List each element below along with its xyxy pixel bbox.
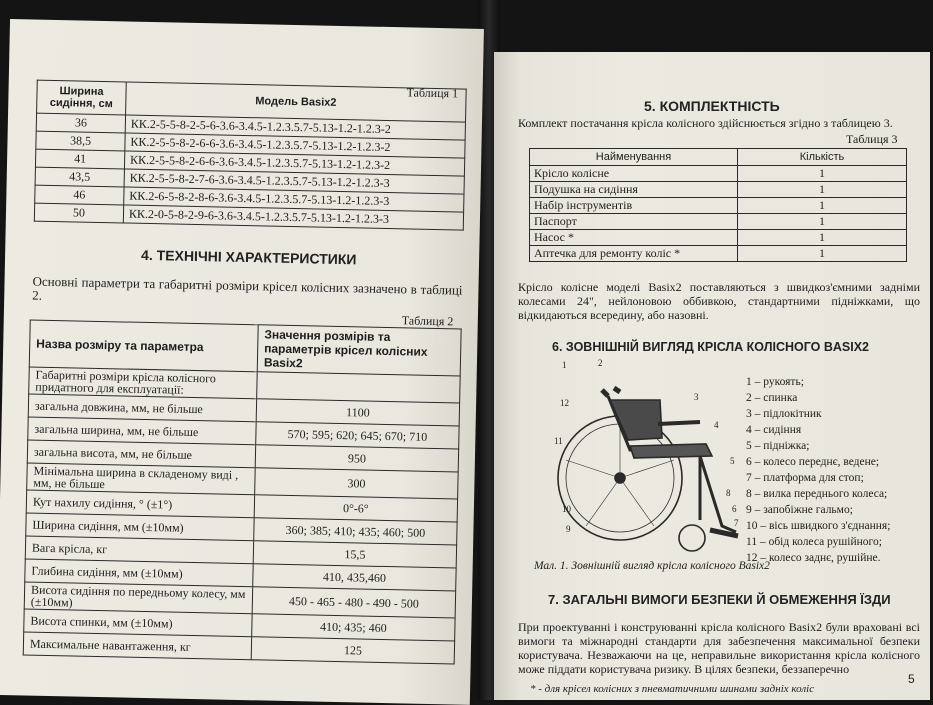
armrest (658, 422, 700, 424)
table3-name-cell: Подушка на сидіння (530, 182, 738, 198)
model-table (34, 80, 467, 231)
legend-item: 5 – підніжка; (746, 440, 810, 452)
table1-model-cell: КК.2-5-5-8-2-6-6-3.6-3.4.5-1.2.3.5.7-5.13-1.2-1.2.3-2 (125, 133, 465, 158)
legend-item: 8 – вилка переднього колеса; (746, 488, 888, 500)
table2-value-cell: 1100 (256, 399, 459, 426)
table1-width-cell: 38,5 (36, 131, 125, 151)
table2-name-cell: Висота спинки, мм (±10мм) (24, 609, 252, 637)
table2-name-cell: Мінімальна ширина в складеному виді , мм, не більше (27, 463, 256, 495)
callout-10: 10 (562, 504, 571, 514)
callout-2: 2 (598, 358, 603, 368)
table2-name-cell: Габаритні розміри крісла колісного придатного для експлуатації: (29, 367, 258, 399)
table1-caption: Таблиця 1 (406, 85, 459, 101)
table2-value-cell: 15,5 (253, 541, 456, 568)
kit-description: Крісло колісне моделі Basix2 поставляються з швидкоз'ємними задніми колесами 24", нейлоновою оббивкою, стандартними підніжками, що відкидаються всередину, або назовні. (518, 280, 920, 322)
table2-value-cell: 410, 435,460 (253, 564, 456, 591)
table2-name-cell: Кут нахилу сидіння, ° (±1°) (26, 490, 254, 518)
page-number: 5 (908, 672, 915, 686)
table2-value-cell: 950 (255, 445, 458, 472)
table2-value-cell: 0°-6° (254, 495, 457, 522)
legend-item: 1 – рукоять; (746, 376, 804, 388)
table2-value-cell: 360; 385; 410; 435; 460; 500 (254, 518, 457, 545)
table3-name-cell: Набір інструментів (530, 198, 738, 214)
table1-width-cell: 43,5 (35, 167, 124, 187)
table2-value-header: Значення розмірів та параметрів крісел колісних Basix2 (257, 325, 461, 376)
legend-item: 3 – підлокітник (746, 408, 822, 420)
section5-text: Комплект постачання крісла колісного здійснюється згідно з таблицею 3. (518, 116, 893, 130)
callout-1: 1 (562, 360, 567, 370)
table1-model-cell: КК.2-6-5-8-2-8-6-3.6-3.4.5-1.2.3.5.7-5.13-1.2-1.2.3-3 (124, 187, 464, 212)
table2-name-cell: загальна довжина, мм, не більше (28, 394, 256, 422)
table3-qty-cell: 1 (738, 214, 907, 230)
callout-6: 6 (732, 504, 737, 514)
table-row (530, 246, 907, 262)
figure-caption: Мал. 1. Зовнішній вигляд крісла колісного Basix2 (534, 560, 770, 572)
section5-title: 5. КОМПЛЕКТНІСТЬ (644, 98, 780, 114)
section6-title: 6. ЗОВНІШНІЙ ВИГЛЯД КРІСЛА КОЛІСНОГО BASIX2 (552, 340, 870, 354)
table1-width-cell: 50 (34, 203, 123, 223)
table2-value-cell (257, 372, 461, 403)
table1-model-cell: КК.2-5-5-8-2-7-6-3.6-3.4.5-1.2.3.5.7-5.13-1.2-1.2.3-3 (124, 169, 464, 194)
table1-width-cell: 36 (36, 113, 125, 133)
callout-8: 8 (726, 488, 731, 498)
left-page (0, 19, 484, 705)
legend-item: 10 – вісь швидкого з'єднання; (746, 520, 891, 532)
legend-item: 2 – спинка (746, 392, 798, 404)
legend-item: 12 – колесо заднє, рушійне. (746, 552, 881, 564)
callout-7: 7 (734, 518, 739, 528)
table2-name-cell: Висота сидіння по передньому колесу, мм (±10мм) (24, 582, 253, 614)
right-page (494, 52, 930, 700)
table2-value-cell: 410; 435; 460 (252, 614, 455, 641)
table2-name-cell: загальна висота, мм, не більше (27, 440, 255, 468)
section7-title: 7. ЗАГАЛЬНІ ВИМОГИ БЕЗПЕКИ Й ОБМЕЖЕННЯ ЇЗДИ (548, 592, 891, 607)
front-wheel (679, 525, 705, 551)
table1-model-cell: КК.2-0-5-8-2-9-6-3.6-3.4.5-1.2.3.5.7-5.13-1.2-1.2.3-3 (123, 205, 463, 230)
footnote: * - для крісел колісних з пневматичними шинами задніх коліс (530, 683, 815, 695)
legend-item: 7 – платформа для стоп; (746, 472, 864, 484)
table3-qty-cell: 1 (738, 166, 907, 182)
table3-name-cell: Крісло колісне (530, 166, 738, 182)
seat (630, 444, 712, 458)
callout-5: 5 (730, 456, 735, 466)
table1-model-cell: КК.2-5-5-8-2-5-6-3.6-3.4.5-1.2.3.5.7-5.13-1.2-1.2.3-2 (125, 115, 465, 140)
table2-name-header: Назва розміру та параметра (29, 320, 258, 372)
table3-qty-cell: 1 (738, 246, 907, 262)
table3-qty-cell: 1 (738, 182, 907, 198)
legend-item: 11 – обід колеса рушійного; (746, 536, 882, 548)
table3-qty-header: Кількість (738, 149, 907, 166)
callout-3: 3 (694, 392, 699, 402)
table-row (530, 166, 907, 182)
legend-item: 6 – колесо переднє, ведене; (746, 456, 880, 468)
table3-name-cell: Аптечка для ремонту коліс * (530, 246, 738, 262)
table-row (530, 230, 907, 246)
table1-width-cell: 41 (35, 149, 124, 169)
table-row (530, 182, 907, 198)
table-row (530, 198, 907, 214)
table3-name-cell: Паспорт (530, 214, 738, 230)
wheelchair-illustration (550, 360, 740, 560)
table3-qty-cell: 1 (738, 230, 907, 246)
table2-name-cell: Максимальне навантаження, кг (23, 632, 251, 660)
callout-9: 9 (566, 524, 571, 534)
kit-table (529, 148, 907, 262)
table3-qty-cell: 1 (738, 198, 907, 214)
callout-12: 12 (560, 398, 569, 408)
table1-model-cell: КК.2-5-5-8-2-6-6-3.6-3.4.5-1.2.3.5.7-5.13-1.2-1.2.3-2 (124, 151, 464, 176)
table2-name-cell: Вага крісла, кг (25, 536, 253, 564)
parts-legend (746, 374, 890, 566)
table3-caption: Таблиця 3 (846, 132, 898, 146)
table2-value-cell: 125 (251, 637, 454, 664)
table2-name-cell: Ширина сидіння, мм (±10мм) (26, 513, 254, 541)
table1-width-header: Ширина сидіння, см (37, 80, 127, 115)
section4-text: Основні параметри та габаритні розміри крісел колісних зазначено в таблиці 2. (32, 273, 463, 303)
table2-caption: Таблиця 2 (401, 313, 454, 329)
legend-item: 9 – запобіжне гальмо; (746, 504, 853, 516)
callout-11: 11 (554, 436, 563, 446)
table3-name-cell: Насос * (530, 230, 738, 246)
table1-model-header: Модель Basix2 (126, 82, 467, 122)
section4-title: 4. ТЕХНІЧНІ ХАРАКТЕРИСТИКИ (140, 246, 357, 268)
specs-table (23, 320, 462, 665)
legend-item: 4 – сидіння (746, 424, 802, 436)
table-row (530, 214, 907, 230)
callout-4: 4 (714, 420, 719, 430)
table1-width-cell: 46 (35, 185, 124, 205)
table2-value-cell: 570; 595; 620; 645; 670; 710 (256, 422, 459, 449)
table3-name-header: Найменування (530, 149, 738, 166)
section7-text: При проектуванні і конструюванні крісла колісного Basix2 були враховані всі вимоги та міжнародні стандарти для забезпечення максимальної безпеки користувача. Незважаючи на це, неправильне використання крісла колісного може піддати користувача ризику. В цілях безпеки, беззаперечно (518, 620, 920, 676)
table2-value-cell: 450 - 465 - 480 - 490 - 500 (252, 587, 456, 618)
table2-name-cell: загальна ширина, мм, не більше (28, 417, 256, 445)
table2-name-cell: Глибина сидіння, мм (±10мм) (25, 559, 253, 587)
table2-value-cell: 300 (255, 468, 459, 499)
